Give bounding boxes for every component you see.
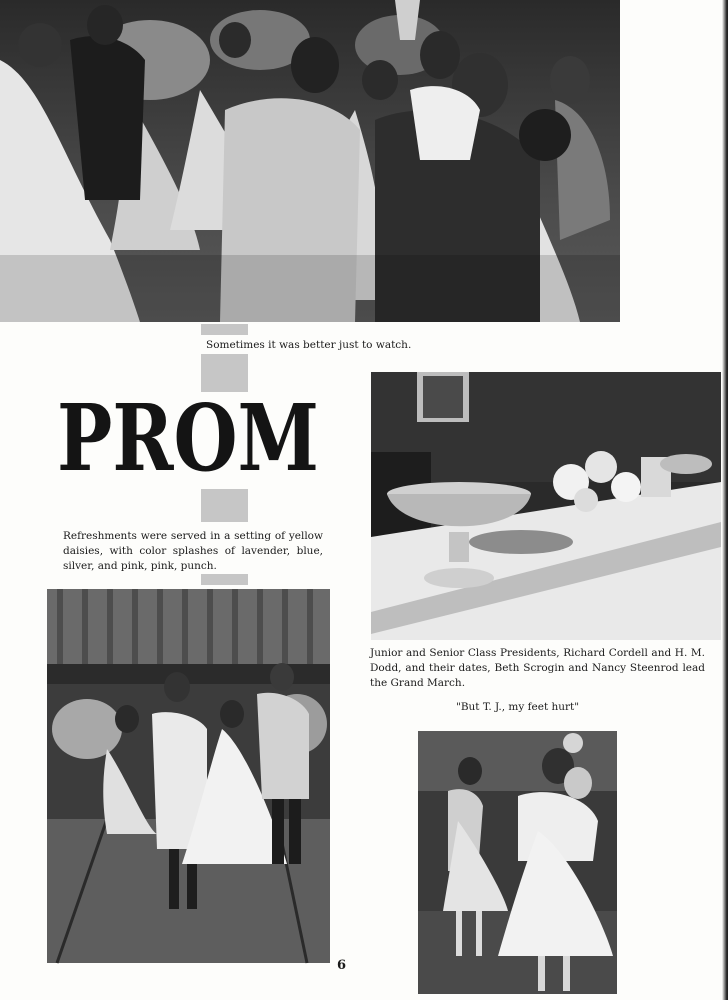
page-title xyxy=(54,384,322,492)
photo-couple-dancing xyxy=(418,731,617,994)
caption-top-photo: Sometimes it was better just to watch. xyxy=(206,339,412,351)
caption-feet-hurt: "But T. J., my feet hurt" xyxy=(456,701,580,713)
caption-refreshments: Refreshments were served in a setting of yellow daisies, with color splashes of lavender, blue, silver, and pink, pink, punch. xyxy=(63,530,323,572)
photo-punch-table xyxy=(371,372,721,640)
photo-grand-march xyxy=(47,589,330,963)
page-number: 6 xyxy=(337,958,347,973)
caption-grand-march: Junior and Senior Class Presidents, Richard Cordell and H. M. Dodd, and their dates, Beth Scrogin and Nancy Steenrod lead the Grand March. xyxy=(370,647,705,689)
gray-bar-segment xyxy=(201,574,248,585)
prom-title-text: PROM xyxy=(57,384,319,492)
page-edge-shadow xyxy=(722,0,728,1000)
photo-dancers-watching xyxy=(0,0,620,322)
gray-bar-segment xyxy=(201,324,248,335)
gray-bar-segment xyxy=(201,489,248,522)
